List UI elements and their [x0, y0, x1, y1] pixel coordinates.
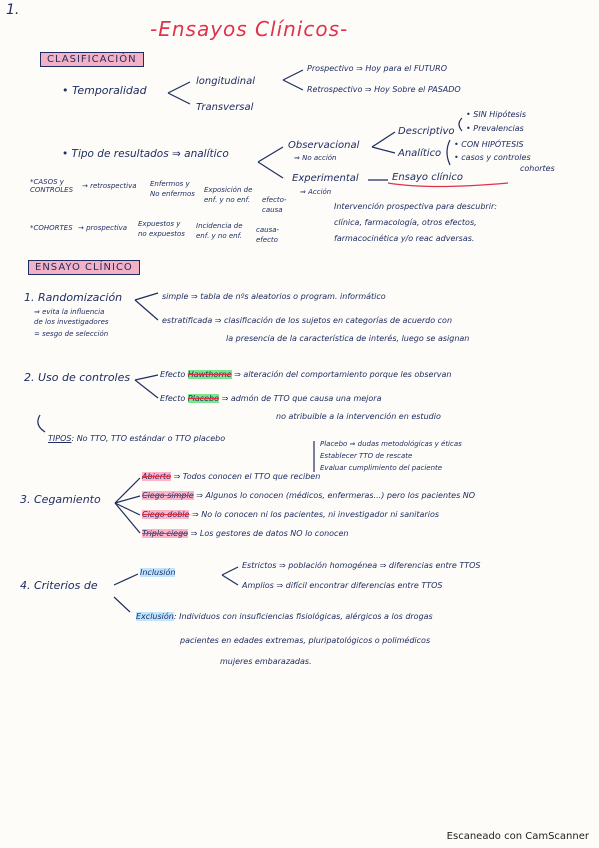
- exclusion-def-3: mujeres embarazadas.: [220, 657, 312, 666]
- page-title: -Ensayos Clínicos-: [150, 17, 349, 41]
- experimental-label: Experimental: [292, 173, 359, 184]
- abierto-def: ⇒ Todos conocen el TTO que reciben: [173, 472, 321, 481]
- temporalidad-label: • Temporalidad: [62, 84, 147, 97]
- accion-label: ⇒ Acción: [300, 188, 332, 196]
- cohortes: cohortes: [520, 164, 555, 173]
- definicion-ec-3: farmacocinética y/o reac adversas.: [334, 234, 475, 243]
- enfermos-1: Enfermos y: [150, 180, 190, 188]
- prospectiva-label: → prospectiva: [78, 224, 128, 232]
- cegamiento-label: 3. Cegamiento: [20, 493, 101, 506]
- section-header-clasificacion: CLASIFICACIÓN: [40, 52, 144, 67]
- simple-text: simple ⇒ tabla de nºs aleatorios o program. informático: [162, 292, 386, 301]
- exposicion-1: Exposición de: [204, 186, 253, 194]
- ciego-doble-row: [142, 510, 439, 519]
- transversal-label: Transversal: [196, 102, 254, 113]
- efecto-causa-2: causa: [262, 206, 283, 214]
- amplios-text: Amplios ⇒ difícil encontrar diferencias entre TTOS: [242, 581, 443, 590]
- prospectivo-text: Prospectivo ⇒ Hoy para el FUTURO: [307, 64, 447, 73]
- exclusion-label: Exclusión: [136, 612, 174, 621]
- evita-1: ⇒ evita la influencia: [34, 308, 105, 316]
- casos-controles: • casos y controles: [454, 153, 531, 162]
- randomizacion-label: 1. Randomización: [24, 291, 123, 304]
- sin-hipotesis: • SIN Hipótesis: [466, 110, 527, 119]
- longitudinal-label: longitudinal: [196, 76, 255, 87]
- causa-efecto-1: causa-: [256, 226, 280, 234]
- criterios-label: 4. Criterios de: [20, 579, 98, 592]
- triple-ciego-def: ⇒ Los gestores de datos NO lo conocen: [190, 529, 349, 538]
- estratificada-text-2: la presencia de la característica de interés, luego se asignan: [226, 334, 470, 343]
- tipos-text: : No TTO, TTO estándar o TTO placebo: [71, 434, 226, 443]
- triple-ciego-row: [142, 529, 348, 538]
- abierto-label: Abierto: [142, 472, 172, 481]
- tipos-note-3: Evaluar cumplimiento del paciente: [320, 464, 443, 472]
- placebo-row: [160, 394, 381, 403]
- placebo-def-2: no atribuible a la intervención en estudio: [276, 412, 441, 421]
- evita-2: de los investigadores: [34, 318, 109, 326]
- enfermos-2: No enfermos: [150, 190, 195, 198]
- estratificada-text: estratificada ⇒ clasificación de los sujetos en categorías de acuerdo con: [162, 316, 453, 325]
- ciego-simple-label: Ciego simple: [142, 491, 194, 500]
- exclusion-row: [136, 612, 433, 621]
- expuestos-1: Expuestos y: [138, 220, 181, 228]
- controles-label: 2. Uso de controles: [24, 371, 131, 384]
- incidencia-1: Incidencia de: [196, 222, 243, 230]
- tipo-resultados-label: • Tipo de resultados ⇒ analítico: [62, 148, 229, 160]
- ciego-simple-row: [142, 491, 475, 500]
- tipos-note-2: Establecer TTO de rescate: [320, 452, 413, 460]
- incidencia-2: enf. y no enf.: [196, 232, 243, 240]
- page-number: 1.: [6, 2, 20, 18]
- ciego-doble-label: Ciego doble: [142, 510, 190, 519]
- placebo-label: Placebo: [187, 394, 220, 403]
- exclusion-def-1: : Individuos con insuficiencias fisiológicas, alérgicos a los drogas: [173, 612, 433, 621]
- scanner-footer: Escaneado con CamScanner: [446, 831, 589, 842]
- ensayo-clinico-label: Ensayo clínico: [392, 172, 463, 183]
- ciego-doble-def: ⇒ No lo conocen ni los pacientes, ni investigador ni sanitarios: [192, 510, 439, 519]
- efecto-causa-1: efecto-: [262, 196, 287, 204]
- con-hipotesis: • CON HIPÓTESIS: [454, 140, 524, 149]
- efecto-label: Efecto: [160, 370, 186, 379]
- estrictos-text: Estrictos ⇒ población homogénea ⇒ diferencias entre TTOS: [242, 561, 481, 570]
- exclusion-def-2: pacientes en edades extremas, pluripatológicos o polimédicos: [180, 636, 431, 645]
- observacional-label: Observacional: [288, 140, 360, 151]
- cohortes-note: *COHORTES: [30, 224, 73, 232]
- no-accion-label: ⇒ No acción: [294, 154, 337, 162]
- analitico-label: Analítico: [398, 148, 442, 159]
- triple-ciego-label: Triple ciego: [142, 529, 189, 538]
- tipos-row: [48, 434, 225, 443]
- hawthorne-row: [160, 370, 451, 379]
- ciego-simple-def: ⇒ Algunos lo conocen (médicos, enfermeras...) pero los pacientes NO: [196, 491, 476, 500]
- causa-efecto-2: efecto: [256, 236, 278, 244]
- section-header-ensayo-clinico: ENSAYO CLÍNICO: [28, 260, 140, 275]
- tipos-note-1: Placebo ⇒ dudas metodológicas y éticas: [320, 440, 462, 448]
- hawthorne-def: ⇒ alteración del comportamiento porque les observan: [234, 370, 452, 379]
- placebo-def: ⇒ admón de TTO que causa una mejora: [221, 394, 382, 403]
- efecto-placebo-label: Efecto: [160, 394, 186, 403]
- definicion-ec-2: clínica, farmacología, otros efectos,: [334, 218, 477, 227]
- inclusion-label: Inclusión: [140, 568, 176, 577]
- abierto-row: [142, 472, 320, 481]
- retrospectiva-label: → retrospectiva: [82, 182, 137, 190]
- retrospectivo-text: Retrospectivo ⇒ Hoy Sobre el PASADO: [307, 85, 461, 94]
- hawthorne-label: Hawthorne: [187, 370, 232, 379]
- evita-3: = sesgo de selección: [34, 330, 109, 338]
- prevalencias: • Prevalencias: [466, 124, 524, 133]
- tipos-label: TIPOS: [48, 434, 72, 443]
- casos-controles-note: *CASOS y CONTROLES: [30, 178, 74, 195]
- descriptivo-label: Descriptivo: [398, 126, 455, 137]
- exposicion-2: enf. y no enf.: [204, 196, 251, 204]
- definicion-ec-1: Intervención prospectiva para descubrir:: [334, 202, 497, 211]
- expuestos-2: no expuestos: [138, 230, 185, 238]
